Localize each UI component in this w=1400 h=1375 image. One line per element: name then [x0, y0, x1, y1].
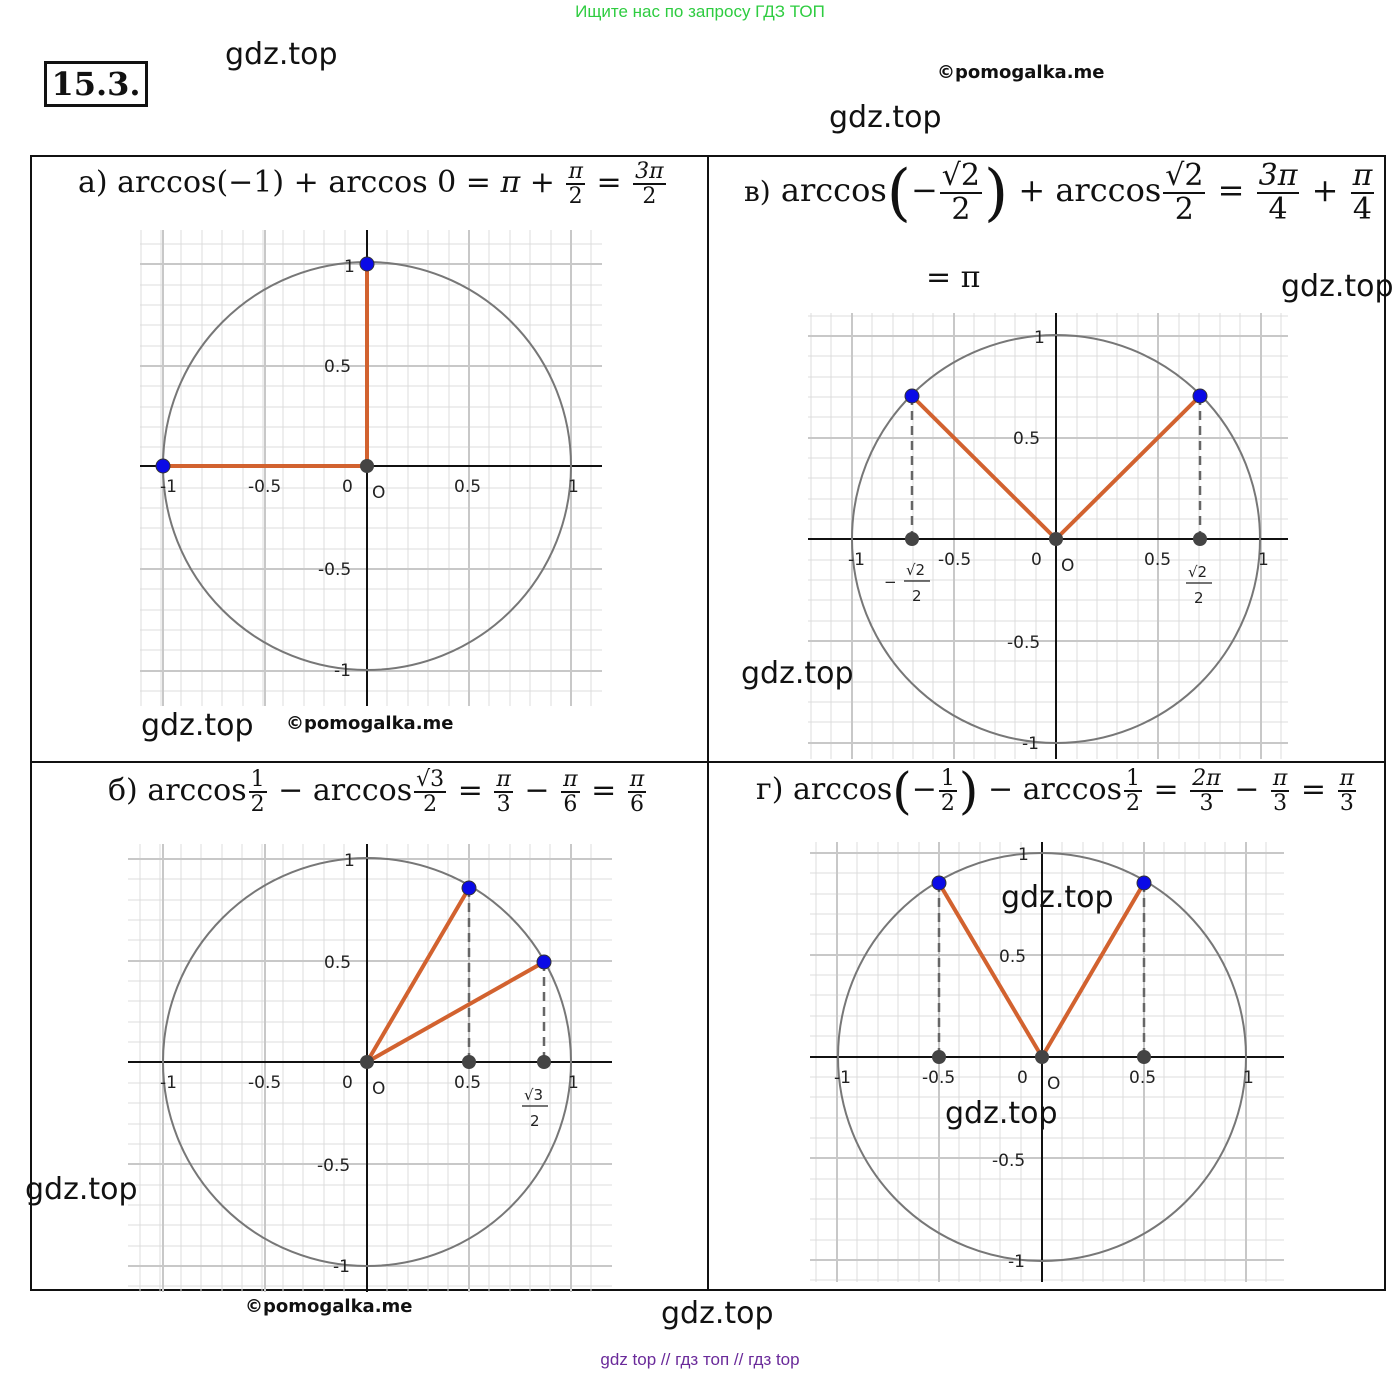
- watermark: gdz.top: [1281, 269, 1394, 304]
- tick-label: 1: [1034, 328, 1045, 348]
- tick-label: 1: [344, 851, 355, 871]
- tick-label: 0: [342, 1073, 353, 1093]
- tick-label: 0.5: [1013, 429, 1041, 449]
- tick-label: -0.5: [1007, 633, 1041, 653]
- watermark: gdz.top: [25, 1172, 138, 1207]
- tick-label: 0.5: [454, 1073, 482, 1093]
- problem-number: 15.3.: [44, 61, 148, 107]
- point-projection: [932, 1050, 946, 1064]
- origin-label: O: [372, 483, 386, 503]
- point-blue: [156, 459, 170, 473]
- point-projection: [905, 532, 919, 546]
- tick-label: 1: [1258, 550, 1269, 570]
- tick-label: 0.5: [999, 947, 1027, 967]
- point-origin: [1049, 532, 1063, 546]
- tick-label: -1: [848, 550, 865, 570]
- formula-g: г) arccos(− $\frac{1}{2}$ ) − arccos $\frac{1}{2}$ = $\frac{2\pi}{3}$ − $\frac{\pi}{3}$ = $\frac{\pi}{3}$: [756, 762, 1355, 820]
- watermark: gdz.top: [945, 1096, 1058, 1131]
- unit-circle-plot-b: [128, 844, 612, 1292]
- tick-label: -1: [160, 477, 177, 497]
- point-blue: [1193, 389, 1207, 403]
- point-projection: [1193, 532, 1207, 546]
- tick-label: -1: [834, 1068, 851, 1088]
- sqrt-label: √2: [1188, 563, 1208, 581]
- watermark: gdz.top: [741, 656, 854, 691]
- tick-label: -0.5: [992, 1151, 1026, 1171]
- copyright: ©pomogalka.me: [937, 62, 1105, 83]
- tick-label: 0.5: [1144, 550, 1172, 570]
- tick-label: 1: [1243, 1068, 1254, 1088]
- point-origin: [360, 459, 374, 473]
- tick-label: 0: [342, 477, 353, 497]
- origin-label: O: [1061, 556, 1075, 576]
- watermark: gdz.top: [225, 37, 338, 72]
- tick-label: -1: [160, 1073, 177, 1093]
- footer-links[interactable]: gdz top // гдз топ // гдз top: [600, 1350, 800, 1369]
- point-blue: [537, 955, 551, 969]
- top-banner: Ищите нас по запросу ГДЗ ТОП: [575, 2, 825, 21]
- point-blue: [1137, 876, 1151, 890]
- tick-label: 1: [568, 477, 579, 497]
- radius-segment: [367, 962, 544, 1062]
- sqrt-label: √3: [524, 1086, 544, 1104]
- point-blue: [932, 876, 946, 890]
- tick-label: 0.5: [1129, 1068, 1157, 1088]
- point-blue: [360, 257, 374, 271]
- point-origin: [360, 1055, 374, 1069]
- watermark: gdz.top: [661, 1296, 774, 1331]
- watermark: gdz.top: [1001, 880, 1114, 915]
- formula-b: б) arccos $\frac{1}{2}$ − arccos $\frac{√3}{2}$ = $\frac{\pi}{3}$ − $\frac{\pi}{6}$ = $\frac{\pi}{6}$: [108, 767, 645, 818]
- tick-label: 1: [1018, 845, 1029, 865]
- formula-a: а) arccos(−1) + arccos 0 = π + $\frac{\pi}{2}$ = $\frac{3\pi}{2}$: [78, 159, 664, 210]
- tick-label: -1: [1022, 734, 1039, 754]
- sqrt-label-den: 2: [530, 1112, 540, 1130]
- sqrt-label-den: 2: [912, 587, 922, 605]
- tick-label: 0.5: [324, 357, 352, 377]
- tick-label: -0.5: [938, 550, 972, 570]
- formula-v-result: = π: [926, 260, 981, 295]
- tick-label: 0: [1031, 550, 1042, 570]
- tick-label: -0.5: [248, 477, 282, 497]
- point-blue: [905, 389, 919, 403]
- radius-segment: [367, 888, 469, 1062]
- point-projection: [537, 1055, 551, 1069]
- unit-circle-plot-v: [808, 313, 1288, 759]
- sqrt-label: √2: [906, 561, 926, 579]
- tick-label: 0.5: [454, 477, 482, 497]
- watermark: gdz.top: [141, 708, 254, 743]
- tick-label: -0.5: [318, 560, 352, 580]
- tick-label: 1: [344, 257, 355, 277]
- unit-circle-plot-a: [140, 230, 602, 706]
- point-projection: [462, 1055, 476, 1069]
- tick-label: -0.5: [922, 1068, 956, 1088]
- tick-label: -0.5: [317, 1156, 351, 1176]
- point-blue: [462, 881, 476, 895]
- watermark: gdz.top: [829, 100, 942, 135]
- copyright: ©pomogalka.me: [286, 713, 454, 734]
- formula-v: в) arccos(− $\frac{√2}{2}$ ) + arccos $\frac{√2}{2}$ = $\frac{3\pi}{4}$ + $\frac{\pi}{4}$: [744, 155, 1373, 229]
- origin-label: O: [1047, 1074, 1061, 1094]
- sqrt-label-den: 2: [1194, 589, 1204, 607]
- tick-label: 0: [1017, 1068, 1028, 1088]
- tick-label: -1: [1008, 1252, 1025, 1272]
- tick-label: 1: [568, 1073, 579, 1093]
- point-projection: [1137, 1050, 1151, 1064]
- neg-sign: −: [884, 573, 897, 591]
- tick-label: -1: [334, 661, 351, 681]
- copyright: ©pomogalka.me: [245, 1296, 413, 1317]
- tick-label: -0.5: [248, 1073, 282, 1093]
- tick-label: 0.5: [324, 953, 352, 973]
- point-origin: [1035, 1050, 1049, 1064]
- origin-label: O: [372, 1079, 386, 1099]
- tick-label: -1: [333, 1257, 350, 1277]
